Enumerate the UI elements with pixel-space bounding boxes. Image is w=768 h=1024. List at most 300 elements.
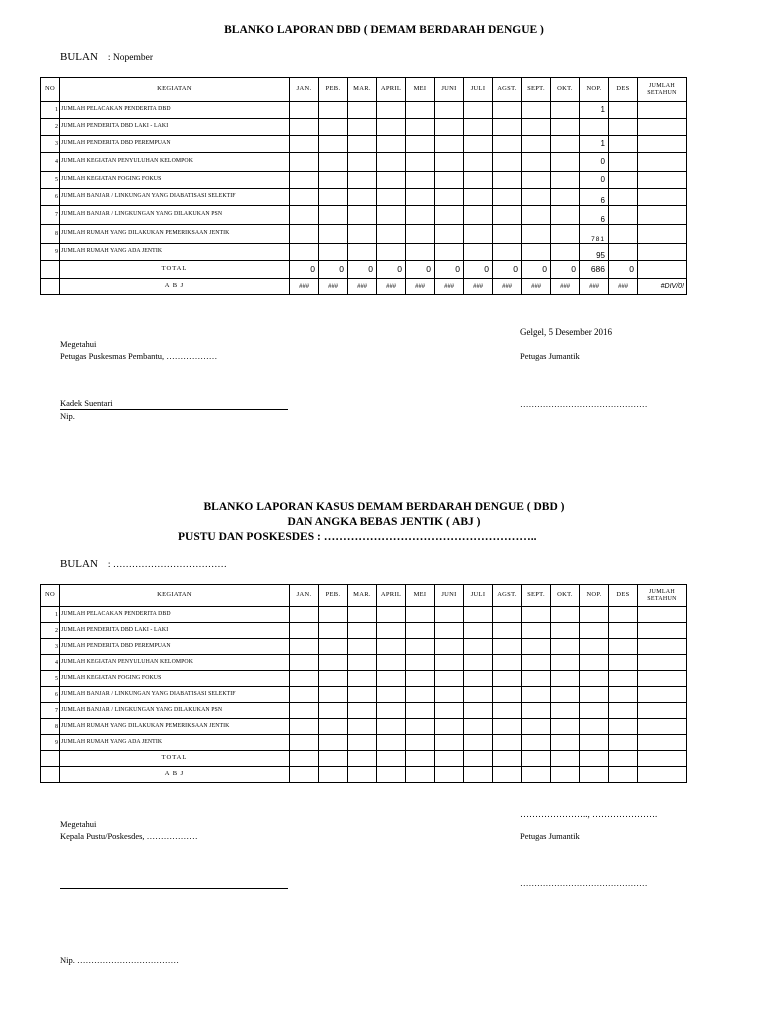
month-cell[interactable]	[406, 244, 435, 261]
month-cell[interactable]	[348, 623, 377, 639]
month-cell[interactable]	[435, 607, 464, 623]
month-cell[interactable]	[435, 244, 464, 261]
month-cell[interactable]	[435, 153, 464, 172]
total-cell[interactable]	[348, 751, 377, 767]
month-cell[interactable]	[609, 719, 638, 735]
month-cell[interactable]	[522, 153, 551, 172]
month-cell[interactable]	[551, 102, 580, 119]
month-cell[interactable]	[377, 671, 406, 687]
abj-cell[interactable]	[348, 767, 377, 783]
month-cell[interactable]	[377, 703, 406, 719]
total-cell[interactable]: 0	[609, 261, 638, 279]
month-cell[interactable]	[406, 655, 435, 671]
month-cell[interactable]	[464, 102, 493, 119]
month-cell[interactable]	[406, 719, 435, 735]
month-cell[interactable]	[406, 172, 435, 189]
month-cell[interactable]	[522, 687, 551, 703]
total-cell[interactable]: 0	[348, 261, 377, 279]
abj-cell[interactable]: ###	[377, 279, 406, 295]
month-cell[interactable]	[522, 189, 551, 206]
month-cell[interactable]	[493, 172, 522, 189]
form2-bulan-label: BULAN	[60, 558, 98, 570]
month-cell[interactable]	[290, 136, 319, 153]
month-cell[interactable]	[580, 719, 609, 735]
month-cell[interactable]	[406, 102, 435, 119]
month-cell[interactable]	[377, 639, 406, 655]
month-cell[interactable]	[493, 719, 522, 735]
month-cell[interactable]	[522, 719, 551, 735]
month-cell[interactable]	[493, 735, 522, 751]
month-cell[interactable]	[319, 639, 348, 655]
month-cell[interactable]	[319, 671, 348, 687]
month-cell[interactable]	[609, 639, 638, 655]
month-cell[interactable]	[319, 244, 348, 261]
month-cell[interactable]	[290, 687, 319, 703]
row-number: 4	[41, 153, 60, 172]
month-cell[interactable]	[435, 655, 464, 671]
month-cell[interactable]	[609, 623, 638, 639]
month-cell[interactable]	[319, 189, 348, 206]
month-cell[interactable]	[348, 687, 377, 703]
month-cell[interactable]	[406, 119, 435, 136]
month-cell[interactable]	[290, 703, 319, 719]
month-cell[interactable]	[551, 136, 580, 153]
month-cell[interactable]	[319, 735, 348, 751]
month-cell[interactable]	[609, 703, 638, 719]
year-total-cell[interactable]	[638, 206, 687, 225]
month-cell[interactable]	[464, 206, 493, 225]
month-cell[interactable]	[319, 607, 348, 623]
month-cell[interactable]	[348, 639, 377, 655]
total-cell[interactable]	[406, 751, 435, 767]
month-cell[interactable]	[464, 623, 493, 639]
total-cell[interactable]: 0	[377, 261, 406, 279]
total-cell[interactable]	[638, 261, 687, 279]
month-cell[interactable]	[580, 687, 609, 703]
month-cell[interactable]	[319, 153, 348, 172]
month-cell[interactable]: 1	[580, 102, 609, 119]
month-cell[interactable]	[435, 623, 464, 639]
month-cell[interactable]	[464, 703, 493, 719]
abj-cell[interactable]: ###	[348, 279, 377, 295]
month-cell[interactable]	[522, 119, 551, 136]
year-total-cell[interactable]	[638, 623, 687, 639]
month-cell[interactable]	[464, 607, 493, 623]
abj-cell[interactable]: ###	[609, 279, 638, 295]
month-cell[interactable]	[406, 206, 435, 225]
month-cell[interactable]	[464, 735, 493, 751]
total-cell[interactable]	[551, 751, 580, 767]
month-cell[interactable]	[609, 136, 638, 153]
kegiatan-cell: JUMLAH PENDERITA DBD LAKI - LAKI	[60, 623, 290, 639]
month-cell[interactable]	[609, 189, 638, 206]
year-total-cell[interactable]	[638, 655, 687, 671]
month-cell[interactable]	[493, 703, 522, 719]
month-cell[interactable]	[348, 136, 377, 153]
abj-cell[interactable]	[319, 767, 348, 783]
total-cell[interactable]	[493, 751, 522, 767]
month-cell[interactable]	[551, 687, 580, 703]
month-cell[interactable]: 781	[580, 225, 609, 244]
month-cell[interactable]	[580, 119, 609, 136]
abj-cell[interactable]: ###	[493, 279, 522, 295]
total-cell[interactable]: 0	[551, 261, 580, 279]
month-cell[interactable]	[348, 671, 377, 687]
month-cell[interactable]	[493, 102, 522, 119]
month-cell[interactable]	[580, 703, 609, 719]
month-cell[interactable]	[609, 172, 638, 189]
total-cell[interactable]	[377, 751, 406, 767]
month-cell[interactable]	[609, 225, 638, 244]
month-cell[interactable]	[290, 719, 319, 735]
month-cell[interactable]	[377, 172, 406, 189]
month-cell[interactable]	[522, 703, 551, 719]
month-cell[interactable]	[522, 655, 551, 671]
total-cell[interactable]: 0	[522, 261, 551, 279]
month-cell[interactable]	[406, 671, 435, 687]
abj-cell[interactable]	[522, 767, 551, 783]
abj-cell[interactable]	[377, 767, 406, 783]
month-cell[interactable]	[493, 119, 522, 136]
total-cell[interactable]	[638, 751, 687, 767]
month-cell[interactable]	[435, 703, 464, 719]
year-total-cell[interactable]	[638, 735, 687, 751]
month-cell[interactable]	[290, 607, 319, 623]
month-cell[interactable]	[319, 225, 348, 244]
abj-cell[interactable]	[580, 767, 609, 783]
month-cell[interactable]	[493, 671, 522, 687]
month-cell[interactable]: 0	[580, 153, 609, 172]
month-cell[interactable]	[551, 607, 580, 623]
form2-title-line2: DAN ANGKA BEBAS JENTIK ( ABJ )	[287, 516, 481, 528]
month-cell[interactable]	[377, 655, 406, 671]
month-cell[interactable]	[348, 655, 377, 671]
year-total-cell[interactable]	[638, 119, 687, 136]
month-cell[interactable]: 95	[580, 244, 609, 261]
month-cell[interactable]	[319, 102, 348, 119]
month-cell[interactable]	[435, 102, 464, 119]
abj-cell[interactable]	[493, 767, 522, 783]
month-cell[interactable]	[522, 623, 551, 639]
month-cell[interactable]	[290, 206, 319, 225]
month-cell[interactable]	[435, 119, 464, 136]
table-row	[41, 703, 687, 719]
month-cell[interactable]	[522, 102, 551, 119]
month-cell[interactable]	[609, 119, 638, 136]
month-cell[interactable]	[609, 244, 638, 261]
month-cell[interactable]	[377, 119, 406, 136]
month-cell[interactable]	[435, 671, 464, 687]
month-cell[interactable]	[406, 153, 435, 172]
month-cell[interactable]	[609, 153, 638, 172]
month-cell[interactable]	[493, 655, 522, 671]
month-cell[interactable]	[406, 623, 435, 639]
month-cell[interactable]	[522, 172, 551, 189]
month-cell[interactable]	[493, 244, 522, 261]
month-cell[interactable]	[522, 136, 551, 153]
month-cell[interactable]	[319, 206, 348, 225]
month-cell[interactable]	[290, 655, 319, 671]
month-cell[interactable]	[435, 687, 464, 703]
total-cell[interactable]: 0	[435, 261, 464, 279]
month-cell[interactable]	[493, 189, 522, 206]
month-cell[interactable]	[406, 225, 435, 244]
month-cell[interactable]	[464, 655, 493, 671]
month-cell[interactable]	[435, 189, 464, 206]
month-cell[interactable]	[609, 102, 638, 119]
total-cell[interactable]	[522, 751, 551, 767]
month-cell[interactable]	[522, 607, 551, 623]
month-cell[interactable]	[493, 206, 522, 225]
month-cell[interactable]	[290, 225, 319, 244]
total-cell[interactable]	[609, 751, 638, 767]
year-total-cell[interactable]	[638, 136, 687, 153]
month-cell[interactable]	[406, 687, 435, 703]
total-cell[interactable]: 0	[493, 261, 522, 279]
month-cell[interactable]	[551, 703, 580, 719]
abj-cell[interactable]	[435, 767, 464, 783]
month-cell[interactable]	[406, 136, 435, 153]
month-cell[interactable]	[348, 607, 377, 623]
abj-cell[interactable]: ###	[406, 279, 435, 295]
month-cell[interactable]	[609, 655, 638, 671]
month-cell[interactable]	[580, 639, 609, 655]
abj-cell[interactable]: ###	[522, 279, 551, 295]
month-cell[interactable]	[406, 703, 435, 719]
month-cell[interactable]	[377, 102, 406, 119]
month-cell[interactable]	[580, 655, 609, 671]
month-cell[interactable]	[464, 225, 493, 244]
month-cell[interactable]	[290, 244, 319, 261]
month-cell[interactable]	[493, 607, 522, 623]
month-cell[interactable]	[435, 719, 464, 735]
month-cell[interactable]	[609, 206, 638, 225]
month-cell[interactable]	[319, 172, 348, 189]
month-cell[interactable]	[435, 225, 464, 244]
year-total-cell[interactable]	[638, 244, 687, 261]
month-cell[interactable]	[464, 719, 493, 735]
abj-cell[interactable]	[290, 767, 319, 783]
year-total-cell[interactable]	[638, 225, 687, 244]
year-total-cell[interactable]	[638, 172, 687, 189]
month-cell[interactable]	[522, 206, 551, 225]
year-total-cell[interactable]	[638, 607, 687, 623]
abj-cell[interactable]: ###	[319, 279, 348, 295]
month-cell[interactable]	[406, 607, 435, 623]
month-cell[interactable]	[348, 244, 377, 261]
month-cell[interactable]	[290, 671, 319, 687]
month-cell[interactable]	[522, 639, 551, 655]
month-cell[interactable]	[435, 172, 464, 189]
month-cell[interactable]	[551, 119, 580, 136]
month-cell[interactable]	[290, 735, 319, 751]
month-cell[interactable]	[493, 687, 522, 703]
total-cell[interactable]: 0	[464, 261, 493, 279]
total-cell[interactable]: 686	[580, 261, 609, 279]
month-cell[interactable]	[464, 189, 493, 206]
month-cell[interactable]	[406, 189, 435, 206]
month-cell[interactable]	[377, 687, 406, 703]
year-total-cell[interactable]	[638, 703, 687, 719]
month-cell[interactable]	[377, 206, 406, 225]
abj-cell[interactable]: ###	[551, 279, 580, 295]
month-cell[interactable]	[319, 136, 348, 153]
month-cell[interactable]	[319, 119, 348, 136]
abj-cell[interactable]: ###	[290, 279, 319, 295]
month-cell[interactable]	[319, 655, 348, 671]
row-number: 9	[41, 244, 60, 261]
month-cell[interactable]: 1	[580, 136, 609, 153]
month-cell[interactable]	[522, 671, 551, 687]
month-cell[interactable]	[319, 719, 348, 735]
month-cell[interactable]	[551, 153, 580, 172]
month-cell[interactable]	[348, 119, 377, 136]
month-cell[interactable]	[348, 206, 377, 225]
abj-cell[interactable]	[551, 767, 580, 783]
abj-cell[interactable]: #DIV/0!	[638, 279, 687, 295]
year-total-cell[interactable]	[638, 189, 687, 206]
month-cell[interactable]	[464, 153, 493, 172]
year-total-cell[interactable]	[638, 671, 687, 687]
total-cell[interactable]	[290, 751, 319, 767]
month-cell[interactable]	[348, 703, 377, 719]
month-cell[interactable]	[522, 244, 551, 261]
month-cell[interactable]	[377, 623, 406, 639]
month-cell[interactable]	[348, 102, 377, 119]
month-cell[interactable]	[377, 153, 406, 172]
month-cell[interactable]	[348, 735, 377, 751]
month-cell[interactable]	[551, 244, 580, 261]
month-cell[interactable]	[493, 225, 522, 244]
month-cell[interactable]	[493, 623, 522, 639]
month-cell[interactable]	[435, 735, 464, 751]
month-cell[interactable]	[551, 623, 580, 639]
header-cell: MEI	[406, 585, 435, 607]
month-cell[interactable]	[551, 172, 580, 189]
total-cell[interactable]	[319, 751, 348, 767]
month-cell[interactable]	[290, 623, 319, 639]
month-cell[interactable]: 0	[580, 172, 609, 189]
month-cell[interactable]	[348, 172, 377, 189]
month-cell[interactable]	[551, 206, 580, 225]
month-cell[interactable]	[551, 225, 580, 244]
month-cell[interactable]	[319, 687, 348, 703]
abj-cell[interactable]	[638, 767, 687, 783]
year-total-cell[interactable]	[638, 153, 687, 172]
month-cell[interactable]	[348, 225, 377, 244]
month-cell[interactable]	[377, 189, 406, 206]
abj-cell[interactable]	[464, 767, 493, 783]
month-cell[interactable]	[435, 639, 464, 655]
month-cell[interactable]	[551, 735, 580, 751]
total-cell[interactable]	[435, 751, 464, 767]
header-cell: MAR.	[348, 78, 377, 102]
abj-cell[interactable]	[609, 767, 638, 783]
month-cell[interactable]	[348, 153, 377, 172]
row-number: 3	[41, 639, 60, 655]
month-cell[interactable]	[493, 136, 522, 153]
abj-cell[interactable]: ###	[580, 279, 609, 295]
total-cell[interactable]	[580, 751, 609, 767]
month-cell[interactable]	[609, 687, 638, 703]
row-number	[41, 279, 60, 295]
month-cell[interactable]	[290, 102, 319, 119]
month-cell[interactable]	[435, 206, 464, 225]
month-cell[interactable]	[580, 735, 609, 751]
month-cell[interactable]	[377, 244, 406, 261]
month-cell[interactable]	[377, 225, 406, 244]
table-row	[41, 153, 687, 172]
year-total-cell[interactable]	[638, 687, 687, 703]
month-cell[interactable]	[290, 153, 319, 172]
month-cell[interactable]	[580, 623, 609, 639]
month-cell[interactable]	[348, 189, 377, 206]
total-cell[interactable]: 0	[406, 261, 435, 279]
month-cell[interactable]	[464, 671, 493, 687]
month-cell[interactable]	[377, 719, 406, 735]
month-cell[interactable]	[522, 735, 551, 751]
month-cell[interactable]	[319, 623, 348, 639]
total-cell[interactable]: 0	[319, 261, 348, 279]
month-cell[interactable]	[290, 189, 319, 206]
month-cell[interactable]	[551, 189, 580, 206]
month-cell[interactable]	[551, 655, 580, 671]
month-cell[interactable]	[609, 735, 638, 751]
month-cell[interactable]	[406, 639, 435, 655]
year-total-cell[interactable]	[638, 639, 687, 655]
month-cell[interactable]	[580, 607, 609, 623]
month-cell[interactable]	[406, 735, 435, 751]
month-cell[interactable]	[551, 639, 580, 655]
month-cell[interactable]: 6	[580, 189, 609, 206]
month-cell[interactable]	[377, 735, 406, 751]
month-cell[interactable]	[464, 172, 493, 189]
table-row	[41, 735, 687, 751]
month-cell[interactable]	[464, 244, 493, 261]
month-cell[interactable]	[609, 671, 638, 687]
month-cell[interactable]	[551, 671, 580, 687]
month-cell[interactable]	[290, 119, 319, 136]
year-total-cell[interactable]	[638, 102, 687, 119]
abj-cell[interactable]: ###	[435, 279, 464, 295]
total-cell[interactable]	[464, 751, 493, 767]
month-cell[interactable]	[493, 153, 522, 172]
month-cell[interactable]	[522, 225, 551, 244]
month-cell[interactable]	[464, 119, 493, 136]
month-cell[interactable]	[464, 687, 493, 703]
month-cell[interactable]: 6	[580, 206, 609, 225]
month-cell[interactable]	[580, 671, 609, 687]
month-cell[interactable]	[319, 703, 348, 719]
abj-cell[interactable]: ###	[464, 279, 493, 295]
month-cell[interactable]	[609, 607, 638, 623]
month-cell[interactable]	[493, 639, 522, 655]
year-total-cell[interactable]	[638, 719, 687, 735]
month-cell[interactable]	[348, 719, 377, 735]
month-cell[interactable]	[551, 719, 580, 735]
abj-cell[interactable]	[406, 767, 435, 783]
month-cell[interactable]	[377, 136, 406, 153]
month-cell[interactable]	[464, 136, 493, 153]
month-cell[interactable]	[290, 639, 319, 655]
row-number: 1	[41, 102, 60, 119]
month-cell[interactable]	[464, 639, 493, 655]
total-cell[interactable]: 0	[290, 261, 319, 279]
row-number: 5	[41, 172, 60, 189]
month-cell[interactable]	[377, 607, 406, 623]
month-cell[interactable]	[290, 172, 319, 189]
month-cell[interactable]	[435, 136, 464, 153]
